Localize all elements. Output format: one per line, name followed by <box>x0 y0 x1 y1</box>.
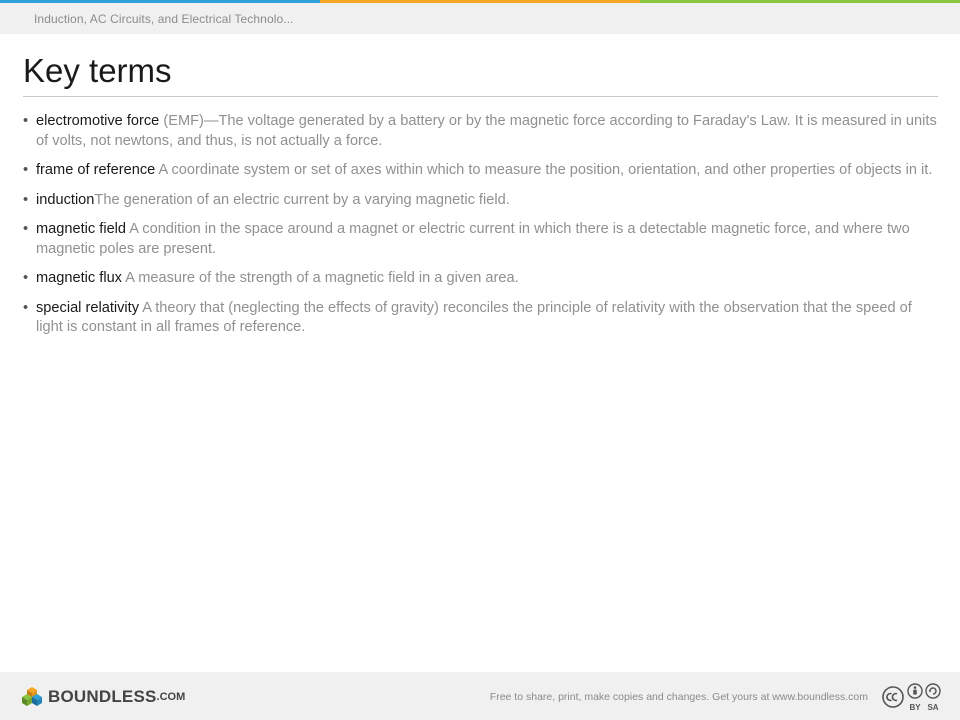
list-item <box>23 269 938 289</box>
bullet-icon: • <box>23 221 29 237</box>
bullet-icon: • <box>23 299 29 316</box>
bullet-icon: • <box>23 191 29 208</box>
term-definition: A coordinate system or set of axes within which to measure the position, orientation, and other properties of objects in it. <box>155 162 933 178</box>
term-definition: A measure of the strength of a magnetic field in a given area. <box>121 270 519 286</box>
license-sa-label: SA <box>927 703 939 712</box>
bullet-icon: • <box>23 113 29 129</box>
term-definition: A condition in the space around a magnet or electric current in which there is a detectable magnetic force, and where two magnetic poles are present. <box>36 221 910 257</box>
bullet-icon: • <box>23 270 29 286</box>
boundless-cubes-icon <box>21 687 43 707</box>
license-note: Free to share, print, make copies and changes. Get yours at www.boundless.com <box>489 691 868 703</box>
header-strip <box>0 3 960 34</box>
list-item <box>23 220 938 259</box>
boundless-logo[interactable] <box>21 687 185 707</box>
list-item <box>23 112 938 151</box>
logo-suffix: .COM <box>156 691 186 703</box>
logo-text: BOUNDLESS <box>48 687 157 706</box>
list-item <box>23 191 938 211</box>
term-name: magnetic field <box>36 221 127 237</box>
term-name: electromotive force <box>36 113 160 129</box>
cc-by-sa-icon[interactable] <box>882 681 942 713</box>
term-name: frame of reference <box>36 162 156 178</box>
license-by-label: BY <box>909 703 921 712</box>
list-item <box>23 299 938 338</box>
breadcrumb: Induction, AC Circuits, and Electrical Technolo... <box>34 12 294 26</box>
term-name: induction <box>36 191 95 208</box>
list-item <box>23 161 938 181</box>
term-name: magnetic flux <box>36 270 122 286</box>
term-definition: (EMF)—The voltage generated by a battery or by the magnetic force according to Faraday's Law. It is measured in units of volts, not newtons, and thus, is not actually a force. <box>36 113 937 149</box>
title-divider <box>23 96 938 97</box>
footer <box>0 672 960 720</box>
term-definition: A theory that (neglecting the effects of gravity) reconciles the principle of relativity with the observation that the speed of light is constant in all frames of reference. <box>36 299 912 335</box>
page-title: Key terms <box>23 52 172 89</box>
term-name: special relativity <box>36 299 140 316</box>
bullet-icon: • <box>23 162 29 178</box>
key-terms-list <box>23 112 938 348</box>
term-definition: The generation of an electric current by a varying magnetic field. <box>94 191 510 208</box>
